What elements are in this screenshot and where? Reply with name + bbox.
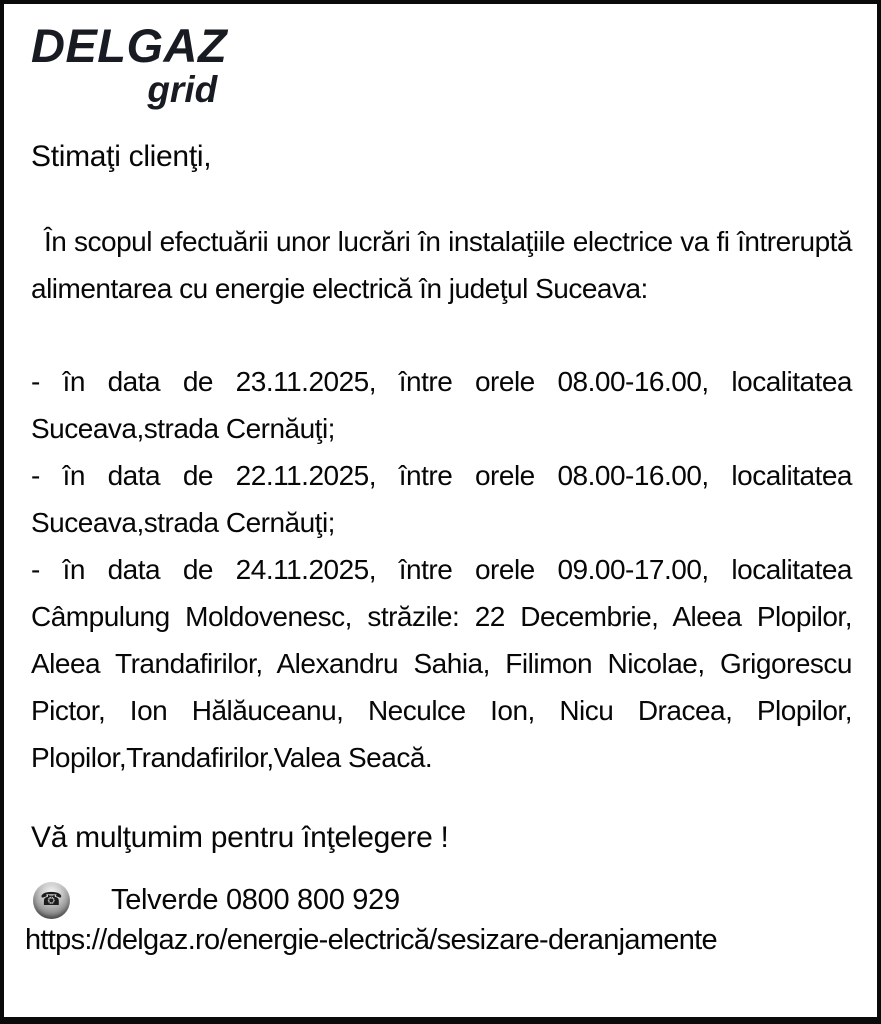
notice-intro-paragraph: În scopul efectuării unor lucrări în instalaţiile electrice va fi întreruptă alimentarea cu energie electrică în judeţul Suceava: (31, 226, 852, 304)
outage-item: - în data de 23.11.2025, între orele 08.00-16.00, localitatea Suceava,strada Cernăuţi; (31, 366, 852, 444)
outage-item: - în data de 24.11.2025, între orele 09.00-17.00, localitatea Câmpulung Moldovenesc, străzile: 22 Decembrie, Aleea Plopilor, Aleea Trandafirilor, Alexandru Sahia, Filimon Nicolae, Grigorescu Pictor, Ion Hălăuceanu, Neculce Ion, Nicu Dracea, Plopilor, Plopilor,Trandafirilor,Valea Seacă. (31, 554, 852, 773)
outage-item: - în data de 22.11.2025, între orele 08.00-16.00, localitatea Suceava,strada Cernăuţi; (31, 460, 852, 538)
complaints-url: https://delgaz.ro/energie-electrică/sesizare-deranjamente (25, 924, 717, 956)
phone-number-label: Telverde 0800 800 929 (111, 884, 400, 916)
logo-product-text: grid (147, 69, 218, 110)
logo-brand-text: DELGAZ (31, 19, 228, 72)
telephone-glyph: ☎ (40, 888, 63, 910)
greeting-text: Stimaţi clienţi, (31, 140, 212, 173)
outage-list (31, 358, 852, 781)
phone-contact-row (33, 882, 852, 919)
delgaz-grid-logo (31, 19, 228, 110)
closing-text: Vă mulţumim pentru înţelegere ! (31, 821, 449, 854)
telephone-icon (33, 882, 70, 919)
